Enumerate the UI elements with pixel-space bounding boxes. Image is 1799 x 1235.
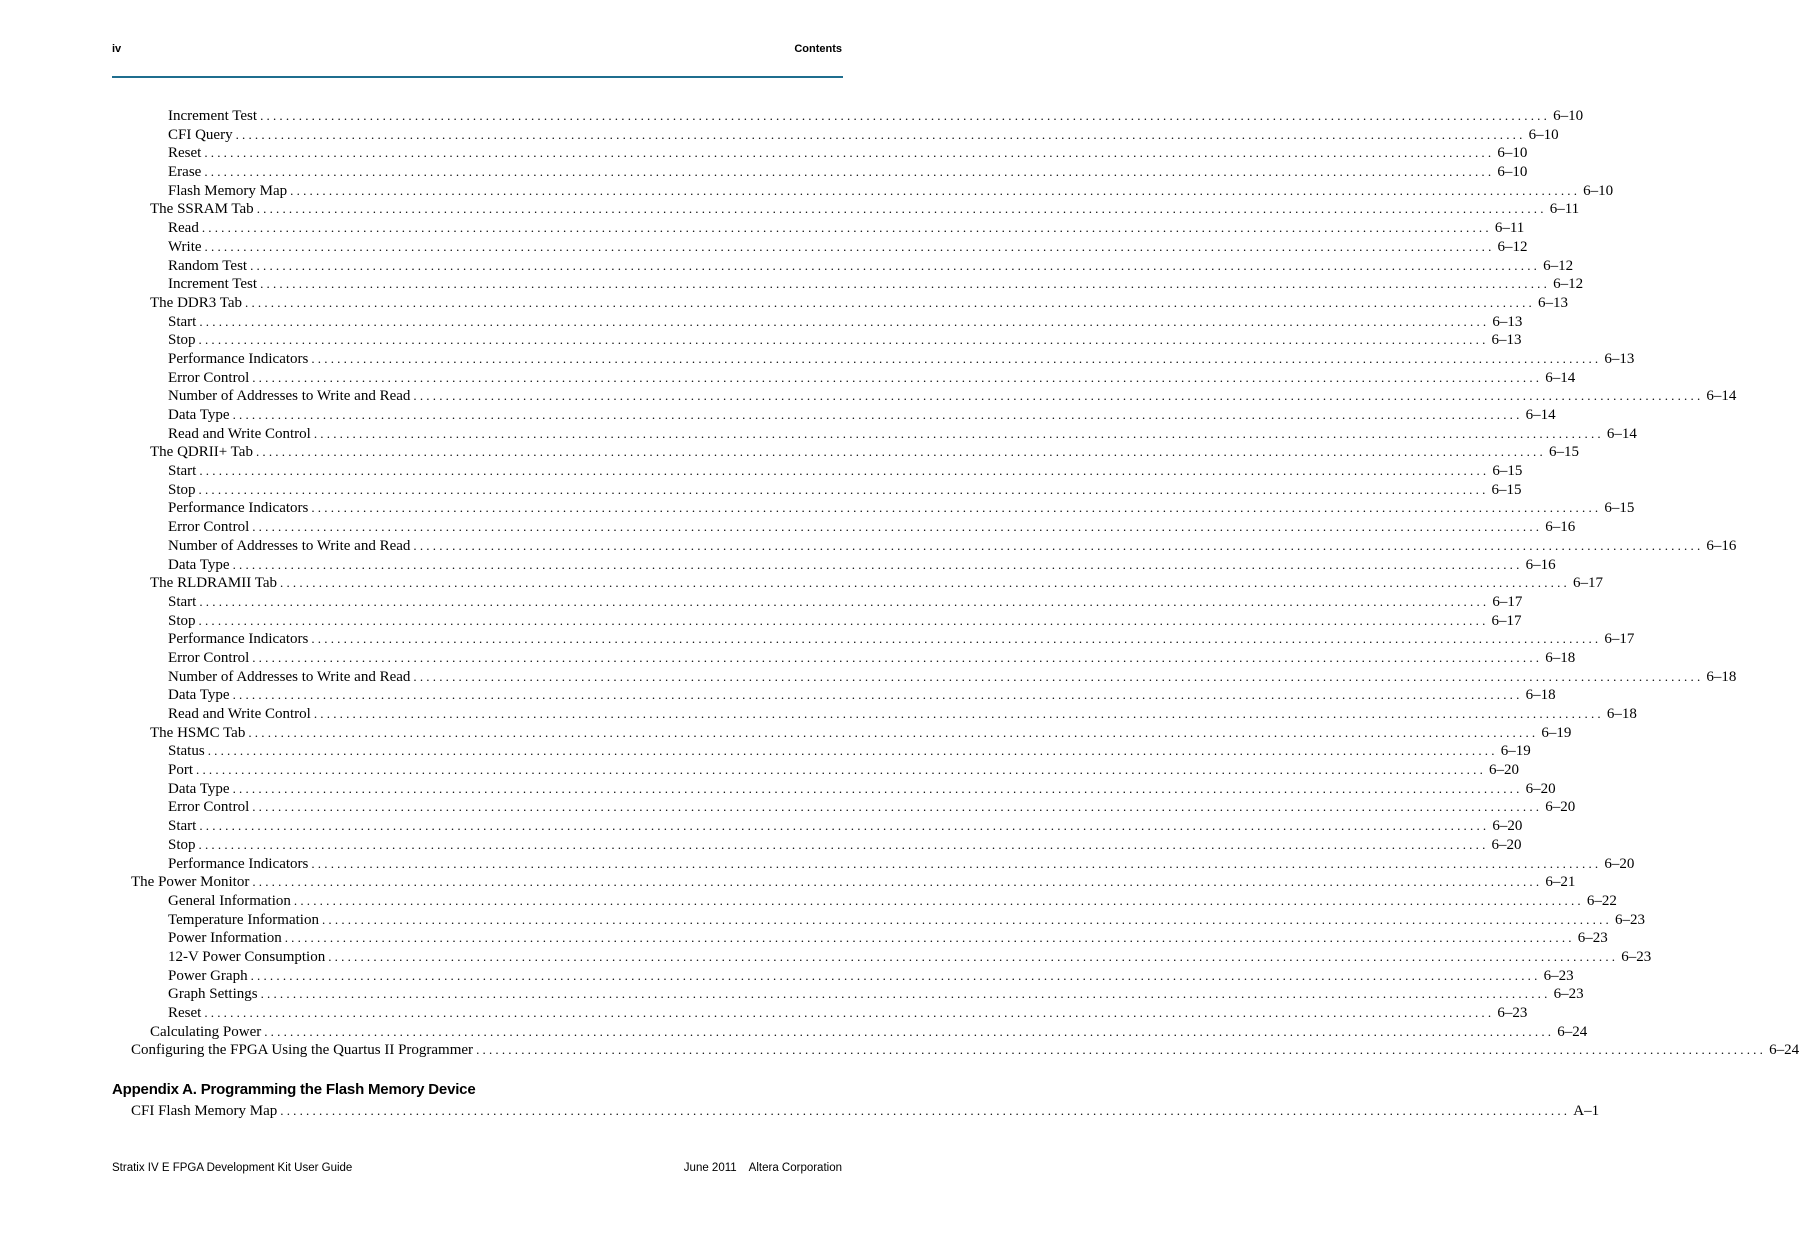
toc-entry[interactable] <box>0 873 1576 892</box>
toc-entry-page: 6–23 <box>1621 948 1652 965</box>
toc-entry-title: Start <box>168 313 197 330</box>
toc-entry-title: Port <box>168 762 194 779</box>
dot-leader: ........................................................................................................................................................................................................ <box>311 855 1602 871</box>
dot-leader: ........................................................................................................................................................................................................ <box>204 1005 1495 1020</box>
toc-entry-title: Data Type <box>168 407 230 423</box>
toc-entry-page: 6–12 <box>1543 257 1574 274</box>
dot-leader: ........................................................................................................................................................................................................ <box>264 1023 1555 1039</box>
toc-entry[interactable] <box>0 911 1645 930</box>
toc-entry-title: Performance Indicators <box>168 350 309 367</box>
header-section-title: Contents <box>794 43 842 55</box>
dot-leader: ........................................................................................................................................................................................................ <box>252 799 1543 815</box>
dot-leader: ........................................................................................................................................................................................................ <box>476 1042 1767 1058</box>
toc-entry-title: Increment Test <box>168 108 258 124</box>
toc-entry-page: 6–23 <box>1614 911 1645 928</box>
table-of-contents <box>0 107 1799 1060</box>
toc-entry[interactable] <box>0 294 1568 313</box>
toc-entry[interactable] <box>0 574 1603 593</box>
toc-entry[interactable] <box>0 182 1614 201</box>
dot-leader: ........................................................................................................................................................................................................ <box>250 967 1541 983</box>
toc-entry-page: 6–13 <box>1538 294 1568 311</box>
toc-entry-page: 6–23 <box>1577 930 1608 947</box>
toc-entry[interactable] <box>0 836 1522 855</box>
dot-leader: ........................................................................................................................................................................................................ <box>196 762 1487 778</box>
toc-entry[interactable] <box>0 499 1635 518</box>
toc-entry-title: Read <box>168 220 199 237</box>
dot-leader: ........................................................................................................................................................................................................ <box>232 780 1523 796</box>
toc-entry-page: 6–17 <box>1491 612 1522 629</box>
toc-entry-title: Reset <box>168 1005 202 1021</box>
dot-leader: ........................................................................................................................................................................................................ <box>311 631 1602 647</box>
dot-leader: ........................................................................................................................................................................................................ <box>252 519 1543 535</box>
toc-entry[interactable] <box>0 163 1528 182</box>
toc-entry-page: 6–10 <box>1497 145 1528 162</box>
toc-entry-page: 6–19 <box>1541 724 1572 741</box>
toc-entry[interactable] <box>0 967 1574 986</box>
dot-leader: ........................................................................................................................................................................................................ <box>413 537 1704 553</box>
toc-entry[interactable] <box>0 556 1556 575</box>
toc-entry[interactable] <box>0 107 1584 126</box>
toc-entry-page: 6–18 <box>1706 668 1737 685</box>
toc-entry-title: Power Graph <box>168 967 248 984</box>
dot-leader: ........................................................................................................................................................................................................ <box>255 444 1546 460</box>
toc-entry[interactable] <box>0 238 1528 257</box>
toc-entry-title: Write <box>168 238 202 255</box>
toc-entry-title: Read and Write Control <box>168 706 311 722</box>
dot-leader: ........................................................................................................................................................................................................ <box>280 1103 1571 1118</box>
dot-leader: ........................................................................................................................................................................................................ <box>311 350 1602 366</box>
toc-entry[interactable] <box>0 219 1525 238</box>
toc-entry-page: 6–17 <box>1492 593 1523 610</box>
dot-leader: ........................................................................................................................................................................................................ <box>260 276 1551 292</box>
toc-entry-page: 6–14 <box>1545 369 1576 386</box>
dot-leader: ........................................................................................................................................................................................................ <box>235 126 1526 142</box>
toc-entry-title: Status <box>168 743 205 760</box>
dot-leader: ........................................................................................................................................................................................................ <box>198 612 1489 628</box>
toc-entry[interactable] <box>0 387 1737 406</box>
toc-entry-page: A–1 <box>1573 1103 1600 1119</box>
toc-entry-title: Start <box>168 463 197 480</box>
footer-company: Altera Corporation <box>748 1162 842 1174</box>
toc-entry-page: 6–20 <box>1545 799 1576 816</box>
toc-entry[interactable] <box>0 855 1635 874</box>
toc-entry[interactable] <box>0 481 1522 500</box>
toc-entry-title: Read and Write Control <box>168 425 311 442</box>
toc-entry-title: Temperature Information <box>168 911 319 928</box>
dot-leader: ........................................................................................................................................................................................................ <box>248 724 1539 740</box>
toc-entry-page: 6–12 <box>1497 238 1528 255</box>
toc-entry-title: The QDRII+ Tab <box>150 444 253 461</box>
toc-entry-title: Number of Addresses to Write and Read <box>168 537 411 554</box>
toc-entry-title: Error Control <box>168 369 250 386</box>
toc-entry-title: Stop <box>168 612 196 629</box>
toc-entry-title: Reset <box>168 145 202 162</box>
dot-leader: ........................................................................................................................................................................................................ <box>313 706 1604 721</box>
toc-entry-page: 6–17 <box>1604 631 1635 648</box>
toc-entry-title: The Power Monitor <box>131 874 250 891</box>
toc-entry-title: Performance Indicators <box>168 855 309 872</box>
toc-entry[interactable] <box>0 1102 1600 1121</box>
toc-entry[interactable] <box>0 406 1556 425</box>
toc-entry[interactable] <box>0 686 1556 705</box>
toc-entry-title: Power Information <box>168 930 282 947</box>
toc-entry-page: 6–21 <box>1545 874 1576 891</box>
dot-leader: ........................................................................................................................................................................................................ <box>232 687 1523 703</box>
toc-entry-title: Error Control <box>168 799 250 816</box>
dot-leader: ........................................................................................................................................................................................................ <box>199 593 1490 609</box>
toc-entry-page: 6–10 <box>1583 182 1614 199</box>
dot-leader: ........................................................................................................................................................................................................ <box>204 164 1495 180</box>
toc-entry-title: Calculating Power <box>150 1023 262 1040</box>
header-page-number: iv <box>112 43 122 55</box>
toc-entry-page: 6–15 <box>1604 500 1635 517</box>
toc-entry-title: The SSRAM Tab <box>150 201 254 218</box>
toc-entry[interactable] <box>0 892 1617 911</box>
toc-entry-title: Stop <box>168 836 196 853</box>
toc-entry[interactable] <box>0 649 1576 668</box>
dot-leader: ........................................................................................................................................................................................................ <box>280 575 1570 591</box>
dot-leader: ........................................................................................................................................................................................................ <box>199 818 1490 834</box>
toc-entry-page: 6–14 <box>1525 407 1556 423</box>
toc-entry-title: Data Type <box>168 687 230 704</box>
toc-entry-title: Number of Addresses to Write and Read <box>168 668 411 685</box>
toc-entry-page: 6–23 <box>1553 986 1584 1003</box>
dot-leader: ........................................................................................................................................................................................................ <box>204 238 1495 254</box>
toc-entry[interactable] <box>0 929 1608 948</box>
toc-entry-page: 6–24 <box>1769 1042 1799 1059</box>
dot-leader: ........................................................................................................................................................................................................ <box>260 108 1551 123</box>
toc-entry-title: Performance Indicators <box>168 500 309 517</box>
toc-entry-title: CFI Flash Memory Map <box>131 1103 278 1119</box>
dot-leader: ........................................................................................................................................................................................................ <box>328 948 1619 964</box>
toc-entry-title: Number of Addresses to Write and Read <box>168 388 411 405</box>
toc-entry-page: 6–20 <box>1604 855 1635 872</box>
toc-entry-title: 12-V Power Consumption <box>168 948 326 965</box>
dot-leader: ........................................................................................................................................................................................................ <box>245 294 1535 310</box>
toc-entry-page: 6–15 <box>1491 481 1522 498</box>
toc-entry[interactable] <box>0 313 1523 332</box>
toc-entry-title: The HSMC Tab <box>150 724 246 741</box>
dot-leader: ........................................................................................................................................................................................................ <box>250 257 1541 273</box>
toc-entry-title: Configuring the FPGA Using the Quartus II Programmer <box>131 1042 474 1059</box>
toc-entry[interactable] <box>0 257 1574 276</box>
toc-entry-title: The RLDRAMII Tab <box>150 575 277 592</box>
toc-entry-page: 6–18 <box>1525 687 1556 704</box>
dot-leader: ........................................................................................................................................................................................................ <box>207 743 1498 759</box>
dot-leader: ........................................................................................................................................................................................................ <box>198 836 1489 852</box>
dot-leader: ........................................................................................................................................................................................................ <box>199 313 1490 329</box>
dot-leader: ........................................................................................................................................................................................................ <box>293 892 1584 908</box>
dot-leader: ........................................................................................................................................................................................................ <box>252 874 1543 890</box>
toc-entry-page: 6–24 <box>1557 1023 1588 1040</box>
toc-entry[interactable] <box>0 780 1556 799</box>
appendix-toc <box>0 1102 1600 1121</box>
toc-entry-title: Error Control <box>168 519 250 536</box>
toc-entry-title: Random Test <box>168 257 248 274</box>
toc-entry-title: Stop <box>168 332 196 349</box>
dot-leader: ........................................................................................................................................................................................................ <box>256 201 1547 217</box>
toc-entry[interactable] <box>0 350 1635 369</box>
footer-doc-title: Stratix IV E FPGA Development Kit User Guide <box>112 1162 353 1174</box>
toc-entry-page: 6–15 <box>1492 463 1523 480</box>
toc-entry-page: 6–11 <box>1549 201 1580 218</box>
toc-entry-title: Data Type <box>168 780 230 797</box>
toc-entry-title: Graph Settings <box>168 986 258 1003</box>
toc-entry-page: 6–12 <box>1553 276 1584 293</box>
dot-leader: ........................................................................................................................................................................................................ <box>413 668 1704 684</box>
toc-entry-page: 6–16 <box>1545 519 1576 536</box>
toc-entry-title: Flash Memory Map <box>168 182 288 199</box>
toc-entry[interactable] <box>0 144 1528 163</box>
toc-entry[interactable] <box>0 1023 1588 1042</box>
toc-entry-page: 6–20 <box>1491 836 1522 853</box>
toc-entry[interactable] <box>0 1041 1799 1060</box>
footer-date: June 2011 <box>683 1162 737 1174</box>
toc-entry-title: General Information <box>168 892 291 909</box>
toc-entry[interactable] <box>0 593 1523 612</box>
dot-leader: ........................................................................................................................................................................................................ <box>321 911 1612 927</box>
dot-leader: ........................................................................................................................................................................................................ <box>313 425 1604 441</box>
toc-entry[interactable] <box>0 462 1523 481</box>
dot-leader: ........................................................................................................................................................................................................ <box>260 986 1551 1002</box>
toc-entry-page: 6–13 <box>1491 332 1522 349</box>
toc-entry-page: 6–19 <box>1500 743 1531 760</box>
dot-leader: ........................................................................................................................................................................................................ <box>198 332 1489 348</box>
toc-entry-page: 6–17 <box>1573 575 1603 592</box>
dot-leader: ........................................................................................................................................................................................................ <box>204 145 1495 161</box>
toc-entry-title: Data Type <box>168 556 230 573</box>
toc-entry-page: 6–22 <box>1586 892 1617 909</box>
toc-entry-page: 6–15 <box>1548 444 1579 461</box>
dot-leader: ........................................................................................................................................................................................................ <box>284 930 1575 946</box>
toc-entry-page: 6–18 <box>1545 649 1576 666</box>
toc-entry-title: Increment Test <box>168 276 258 293</box>
toc-entry-page: 6–20 <box>1489 762 1520 779</box>
dot-leader: ........................................................................................................................................................................................................ <box>201 220 1492 236</box>
toc-entry-page: 6–13 <box>1492 313 1523 330</box>
toc-entry[interactable] <box>0 761 1520 780</box>
appendix-heading: Appendix A. Programming the Flash Memory Device <box>112 1081 476 1098</box>
toc-entry[interactable] <box>0 668 1737 687</box>
toc-entry[interactable] <box>0 200 1580 219</box>
toc-entry[interactable] <box>0 630 1635 649</box>
toc-entry[interactable] <box>0 126 1559 145</box>
toc-entry-page: 6–11 <box>1494 220 1525 237</box>
toc-entry[interactable] <box>0 443 1579 462</box>
dot-leader: ........................................................................................................................................................................................................ <box>413 388 1704 404</box>
toc-entry[interactable] <box>0 537 1737 556</box>
toc-entry-title: Start <box>168 818 197 835</box>
dot-leader: ........................................................................................................................................................................................................ <box>290 182 1581 198</box>
toc-entry[interactable] <box>0 518 1576 537</box>
footer-right <box>684 1162 842 1174</box>
toc-entry[interactable] <box>0 331 1522 350</box>
dot-leader: ........................................................................................................................................................................................................ <box>311 500 1602 516</box>
toc-entry-page: 6–10 <box>1553 108 1584 124</box>
toc-entry[interactable] <box>0 275 1584 294</box>
toc-entry-page: 6–23 <box>1543 967 1574 984</box>
toc-entry-page: 6–20 <box>1525 780 1556 797</box>
toc-entry-page: 6–23 <box>1497 1005 1528 1021</box>
toc-entry[interactable] <box>0 985 1584 1004</box>
toc-entry-page: 6–20 <box>1492 818 1523 835</box>
dot-leader: ........................................................................................................................................................................................................ <box>232 556 1523 572</box>
toc-entry-page: 6–10 <box>1528 126 1559 143</box>
dot-leader: ........................................................................................................................................................................................................ <box>199 463 1490 479</box>
dot-leader: ........................................................................................................................................................................................................ <box>252 369 1543 385</box>
toc-entry[interactable] <box>0 369 1576 388</box>
toc-entry[interactable] <box>0 724 1572 743</box>
toc-entry-title: Error Control <box>168 649 250 666</box>
toc-entry-title: Stop <box>168 481 196 498</box>
toc-entry-title: The DDR3 Tab <box>150 294 242 311</box>
toc-entry-page: 6–16 <box>1706 537 1737 554</box>
toc-entry[interactable] <box>0 742 1531 761</box>
toc-entry-page: 6–10 <box>1497 164 1528 181</box>
dot-leader: ........................................................................................................................................................................................................ <box>198 481 1489 497</box>
toc-entry-title: Start <box>168 593 197 610</box>
toc-entry-title: CFI Query <box>168 126 233 143</box>
toc-entry[interactable] <box>0 948 1652 967</box>
toc-entry-page: 6–14 <box>1606 425 1637 442</box>
toc-entry-page: 6–14 <box>1706 388 1737 405</box>
toc-entry[interactable] <box>0 817 1523 836</box>
toc-entry-page: 6–16 <box>1525 556 1556 573</box>
toc-entry-page: 6–18 <box>1606 706 1637 722</box>
toc-entry-page: 6–13 <box>1604 350 1635 367</box>
header-rule <box>112 76 843 78</box>
toc-entry[interactable] <box>0 425 1637 444</box>
toc-entry[interactable] <box>0 1004 1528 1023</box>
toc-entry[interactable] <box>0 612 1522 631</box>
dot-leader: ........................................................................................................................................................................................................ <box>232 407 1523 422</box>
dot-leader: ........................................................................................................................................................................................................ <box>252 649 1543 665</box>
toc-entry[interactable] <box>0 705 1637 724</box>
toc-entry-title: Erase <box>168 164 202 181</box>
toc-entry-title: Performance Indicators <box>168 631 309 648</box>
toc-entry[interactable] <box>0 798 1576 817</box>
